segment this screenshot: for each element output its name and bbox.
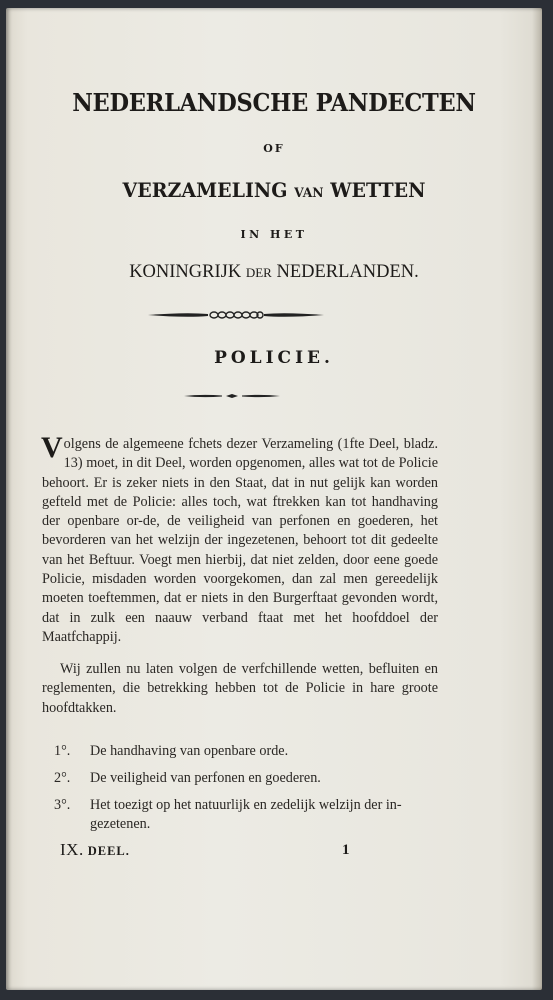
- list-item-number: 2°.: [54, 770, 71, 786]
- drop-cap: V: [41, 431, 63, 464]
- para1-line: de, de veiligheid van perfonen en goederen, het bevorderen: [42, 513, 438, 549]
- title-in-het: IN HET: [240, 228, 308, 241]
- paragraph-intro: [41, 431, 439, 647]
- list-item-continuation: gezetenen.: [90, 816, 151, 833]
- volume-number: IX.: [60, 840, 84, 859]
- para2-line: Wij zullen nu laten volgen de verfchillende wetten, befluiten: [60, 661, 420, 677]
- ornament-divider-icon: [146, 308, 326, 322]
- small-rule-icon: [182, 391, 282, 401]
- title-of: OF: [263, 142, 285, 155]
- para1-line: goede Policie, misdaden worden voorgekomen, dan zal men: [42, 551, 439, 588]
- book-title: NEDERLANDSCHE PANDECTEN: [72, 88, 476, 117]
- section-title: POLICIE.: [214, 348, 334, 368]
- word-koningrijk: KONINGRIJK: [129, 262, 242, 282]
- para1-line: het Beftuur. Voegt men hierbij, dat niet zelden, door eene: [67, 551, 400, 568]
- list-item-text: De handhaving van openbare orde.: [90, 743, 289, 759]
- subtitle-word-wetten: WETTEN: [330, 178, 426, 202]
- list-item-text: Het toezigt op het natuurlijk en zedelijk welzijn der in-: [90, 797, 402, 813]
- list-item-number: 1°.: [54, 743, 71, 759]
- para1-line: gevonden wordt, dat in zulk een naauw verband ftaat met het: [42, 590, 439, 626]
- list-item: [54, 742, 444, 761]
- word-der: DER: [245, 265, 272, 280]
- subtitle-verzameling: [19, 178, 528, 202]
- para2-line: en reglementen, die betrekking hebben tot de Policie in hare: [42, 661, 439, 697]
- para1-line: alles toch, wat ftrekken kan tot handhaving der openbare or-: [42, 493, 438, 530]
- para2-line: groote hoofdtakken.: [42, 680, 439, 716]
- subtitle-word-van: VAN: [294, 186, 324, 201]
- page-number: 1: [342, 842, 350, 858]
- para1-line: wat tot de Policie behoort. Er is zeker niets in den: [42, 455, 438, 491]
- volume-label: DEEL.: [87, 844, 130, 858]
- list-item: [54, 769, 444, 788]
- para1-line: bladz. 13) moet, in dit Deel, worden opgenomen, alles: [63, 436, 438, 472]
- para1-line: olgens de algemeene fchets dezer Verzameling (1fte Deel,: [63, 436, 400, 452]
- list-item-number: 3°.: [54, 797, 71, 813]
- word-nederlanden: NEDERLANDEN.: [276, 262, 419, 282]
- para1-line: Staat, dat in nut gelijk kan worden gefteld met de Policie:: [42, 474, 439, 510]
- para1-line: hoofddoel der Maatfchappij.: [42, 609, 438, 645]
- subtitle-word-verzameling: VERZAMELING: [122, 178, 288, 202]
- list-item-text: De veiligheid van perfonen en goederen.: [90, 770, 321, 786]
- para1-line: van het welzijn der ingezetenen, behoort tot dit gedeelte van: [42, 532, 438, 568]
- title-koningrijk: [6, 262, 542, 283]
- book-page: [6, 8, 542, 990]
- para1-line: gereedelijk moeten toeftemmen, dat er niets in den Burgerftaat: [42, 571, 439, 607]
- page-footer: [60, 840, 360, 860]
- list-item: [54, 796, 444, 835]
- paragraph-outline: [42, 660, 438, 718]
